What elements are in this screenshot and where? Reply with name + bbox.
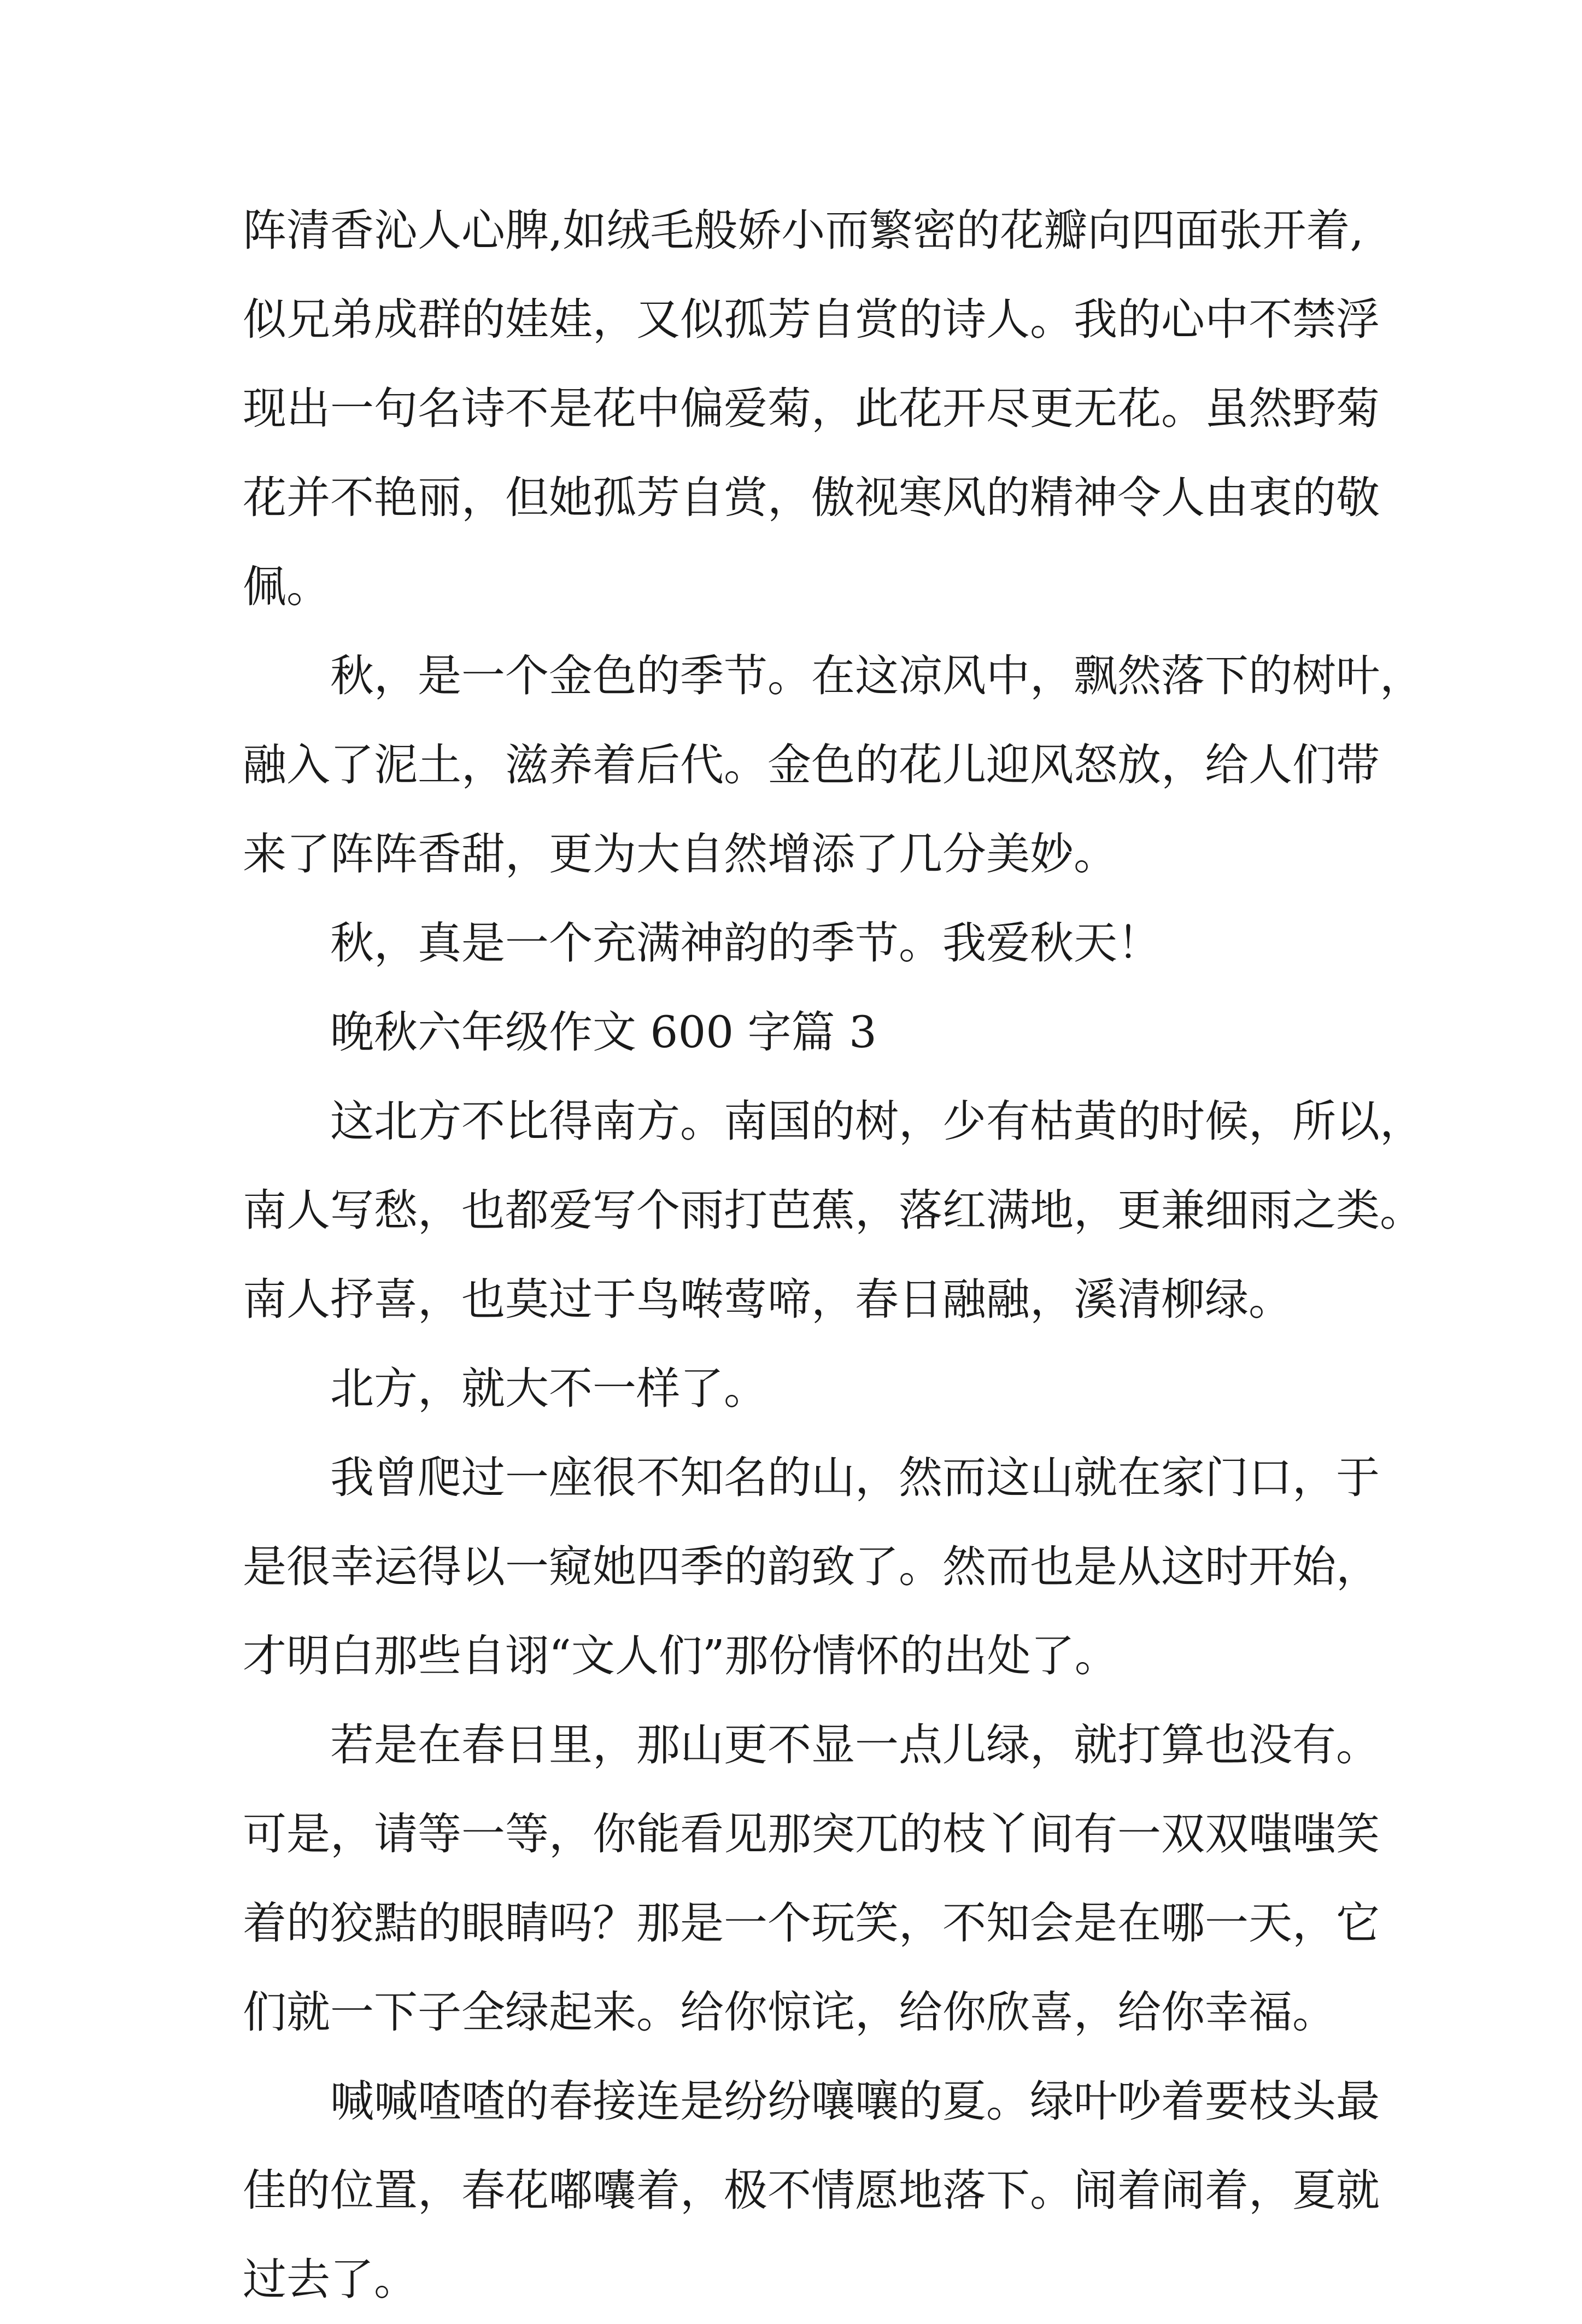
text-line: 若是在春日里，那山更不显一点儿绿，就打算也没有。 bbox=[330, 1719, 1380, 1770]
text-line: 才明白那些自诩“文人们”那份情怀的出处了。 bbox=[243, 1630, 1118, 1681]
article-body bbox=[243, 186, 1423, 2324]
text-line: 着的狡黠的眼睛吗？那是一个玩笑，不知会是在哪一天，它 bbox=[243, 1898, 1380, 1949]
text-line: 是很幸运得以一窥她四季的韵致了。然而也是从这时开始， bbox=[243, 1541, 1380, 1592]
text-line: 我曾爬过一座很不知名的山，然而这山就在家门口，于 bbox=[330, 1452, 1380, 1503]
text-line: 秋，真是一个充满神韵的季节。我爱秋天！ bbox=[330, 918, 1161, 969]
text-line: 这北方不比得南方。南国的树，少有枯黄的时候，所以， bbox=[330, 1096, 1423, 1147]
text-line: 们就一下子全绿起来。给你惊诧，给你欣喜，给你幸福。 bbox=[243, 1987, 1336, 2038]
text-line: 南人写愁，也都爱写个雨打芭蕉，落红满地，更兼细雨之类。 bbox=[243, 1185, 1423, 1236]
text-line: 北方，就大不一样了。 bbox=[330, 1363, 767, 1414]
text-line: 南人抒喜，也莫过于鸟啭莺啼，春日融融，溪清柳绿。 bbox=[243, 1274, 1292, 1325]
text-line: 似兄弟成群的娃娃，又似孤芳自赏的诗人。我的心中不禁浮 bbox=[243, 294, 1380, 345]
text-line: 晚秋六年级作文 600 字篇 3 bbox=[330, 1007, 877, 1058]
text-line: 过去了。 bbox=[243, 2254, 418, 2305]
text-line: 佩。 bbox=[243, 561, 330, 612]
text-line: 阵清香沁人心脾,如绒毛般娇小而繁密的花瓣向四面张开着, bbox=[243, 205, 1364, 256]
text-line: 秋，是一个金色的季节。在这凉风中，飘然落下的树叶， bbox=[330, 650, 1423, 701]
text-line: 花并不艳丽，但她孤芳自赏，傲视寒风的精神令人由衷的敬 bbox=[243, 472, 1380, 523]
text-line: 佳的位置，春花嘟囔着，极不情愿地落下。闹着闹着，夏就 bbox=[243, 2165, 1380, 2216]
text-line: 可是，请等一等，你能看见那突兀的枝丫间有一双双嗤嗤笑 bbox=[243, 1809, 1380, 1859]
text-line: 融入了泥土，滋养着后代。金色的花儿迎风怒放，给人们带 bbox=[243, 740, 1380, 790]
text-line: 现出一句名诗不是花中偏爱菊，此花开尽更无花。虽然野菊 bbox=[243, 383, 1380, 434]
text-line: 来了阵阵香甜，更为大自然增添了几分美妙。 bbox=[243, 829, 1117, 879]
text-line: 喊喊喳喳的春接连是纷纷嚷嚷的夏。绿叶吵着要枝头最 bbox=[330, 2076, 1380, 2127]
